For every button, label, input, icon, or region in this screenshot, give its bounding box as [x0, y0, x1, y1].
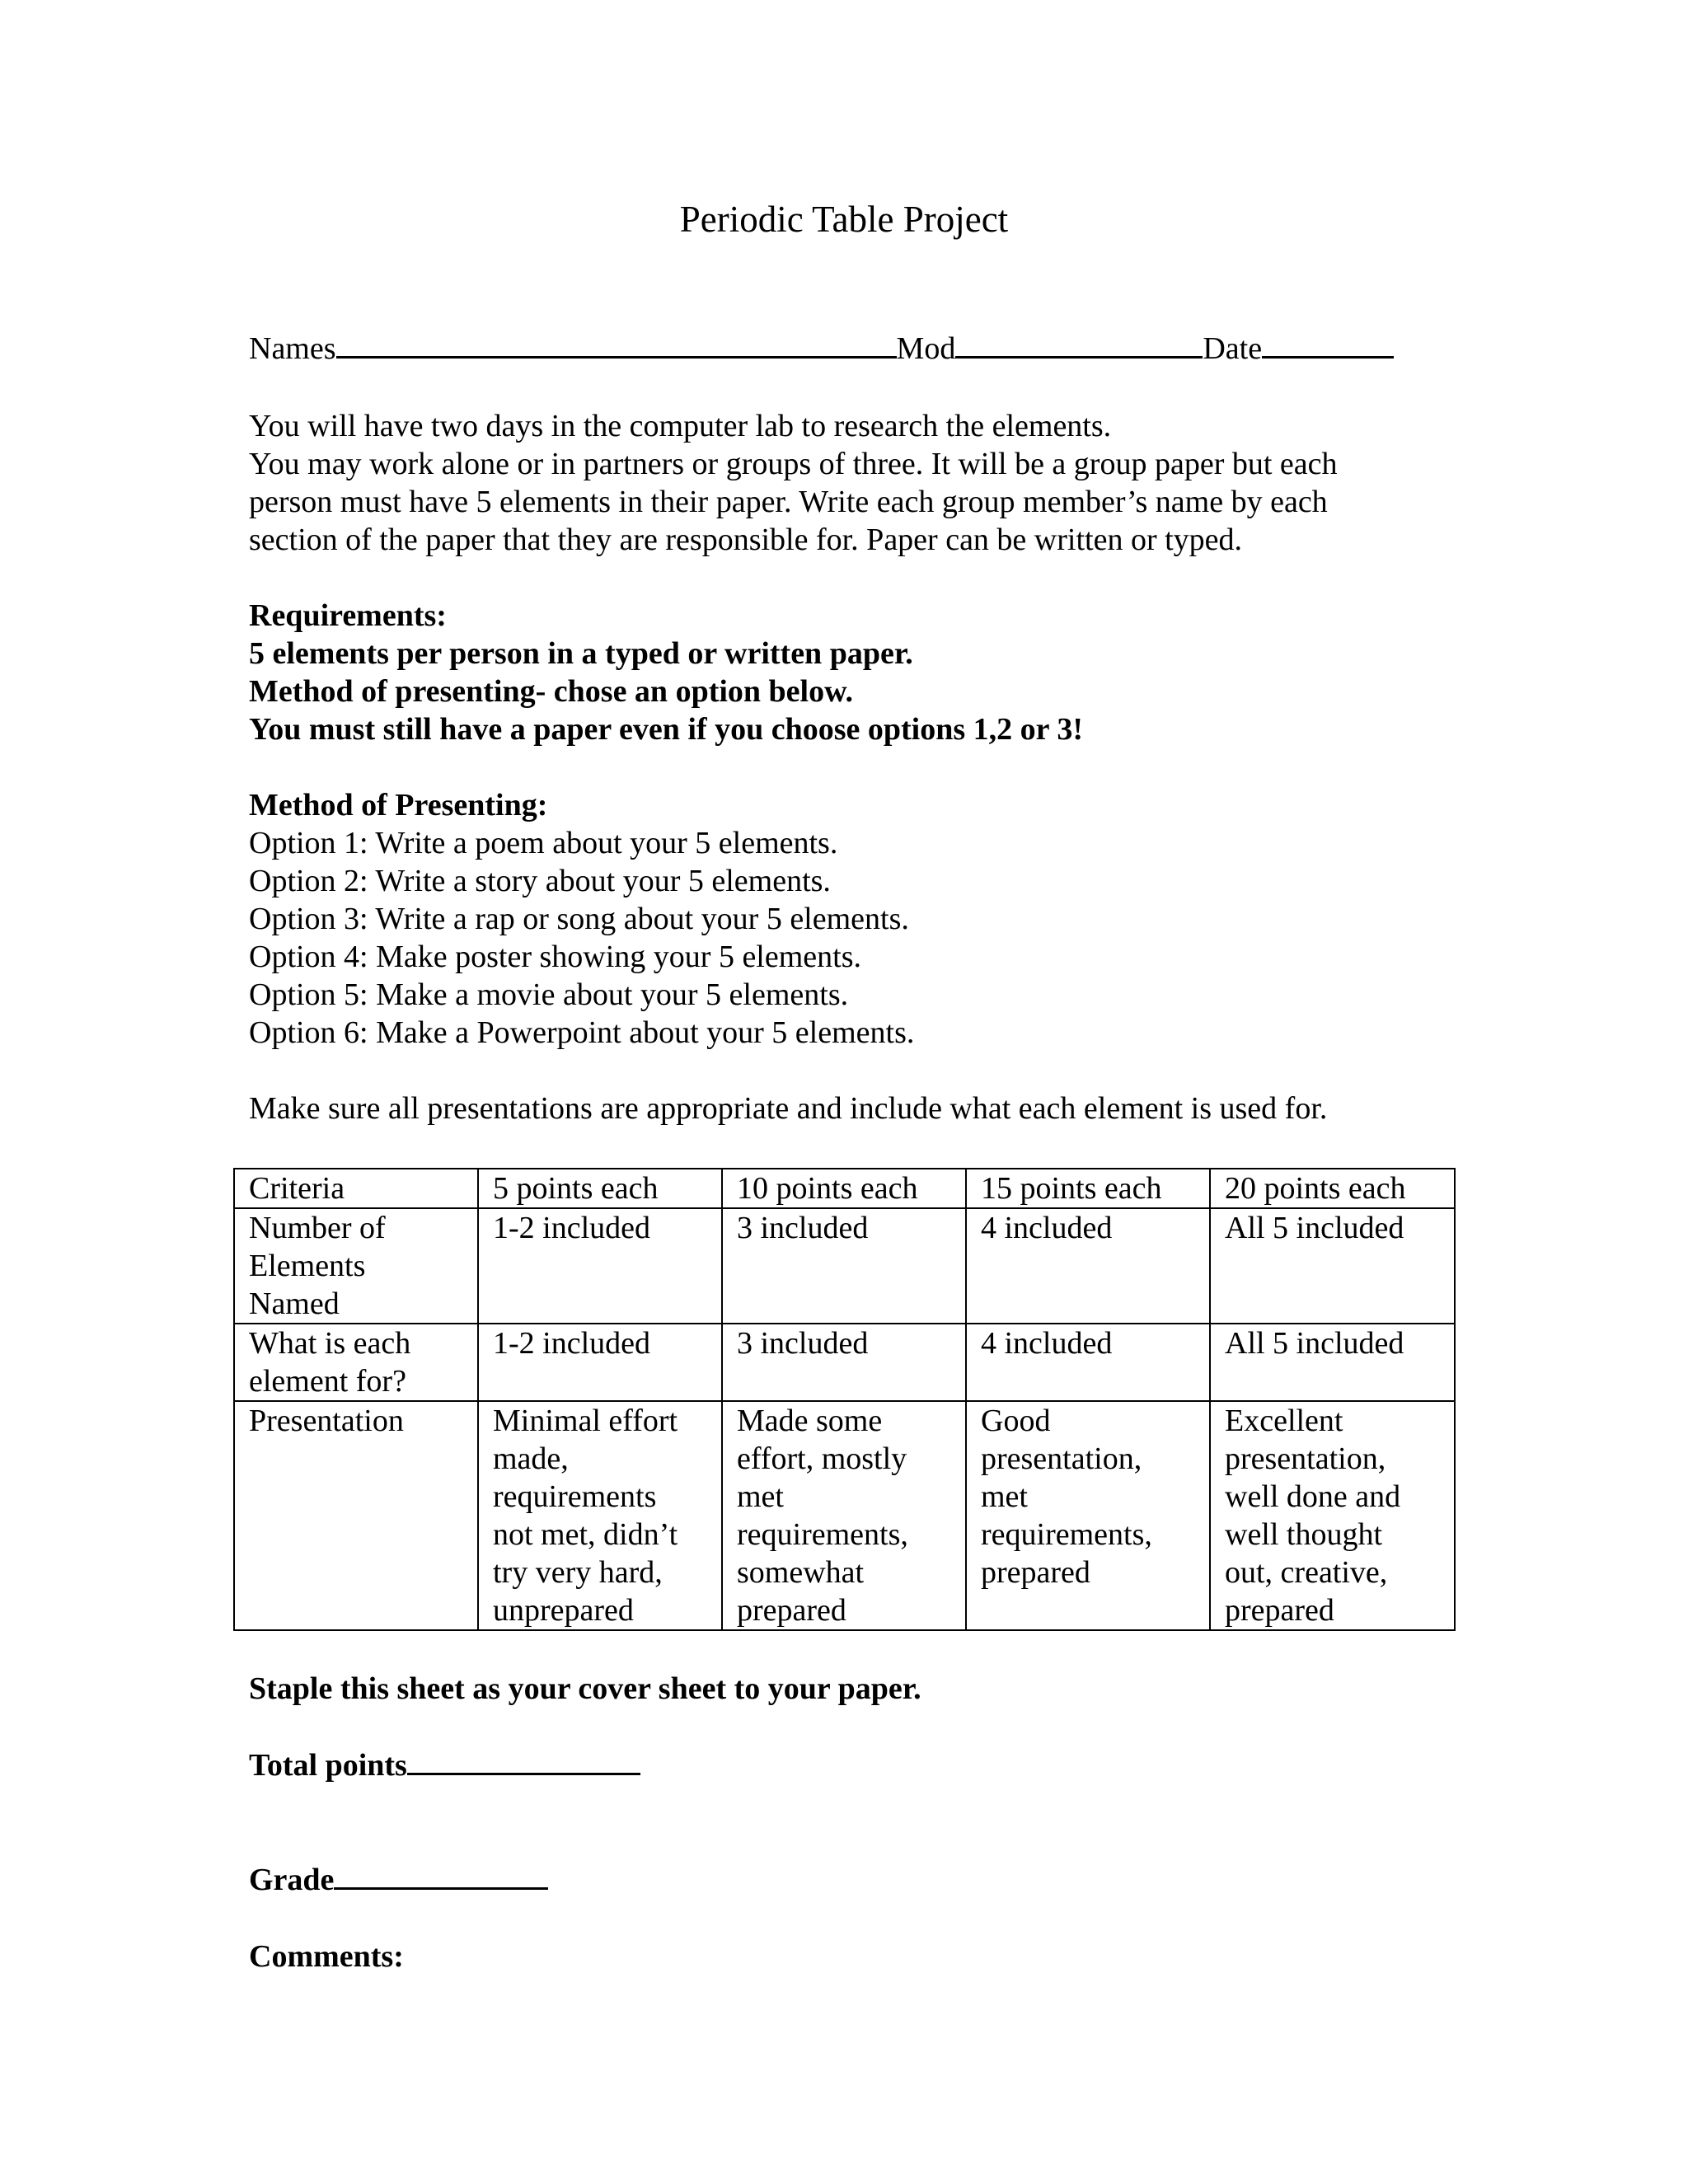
requirement-line: Method of presenting- chose an option below. [249, 674, 853, 709]
cell-line: Presentation [249, 1404, 404, 1438]
requirements-heading: Requirements: [249, 598, 447, 633]
cell-line: 4 included [981, 1326, 1113, 1361]
cell-line: Excellent [1225, 1404, 1343, 1438]
mod-field[interactable] [955, 331, 1203, 359]
cell-line: well thought [1225, 1517, 1383, 1552]
cell-line: 1-2 included [493, 1211, 651, 1245]
cell-line: not met, didn’t [493, 1517, 678, 1552]
rubric-cell [1210, 1208, 1455, 1324]
cell-line: met [981, 1479, 1028, 1514]
cell-line: Named [249, 1286, 340, 1321]
rubric-row [234, 1324, 1455, 1401]
method-option: Option 5: Make a movie about your 5 elements. [249, 977, 849, 1012]
cell-line: prepared [981, 1555, 1090, 1590]
intro-line: You may work alone or in partners or groups of three. It will be a group paper but each [249, 447, 1338, 481]
method-option: Option 1: Write a poem about your 5 elements. [249, 826, 838, 860]
cell-line: somewhat [737, 1555, 865, 1590]
intro-line: section of the paper that they are responsible for. Paper can be written or typed. [249, 523, 1243, 557]
cell-line: out, creative, [1225, 1555, 1388, 1590]
cell-line: Good [981, 1404, 1051, 1438]
intro-line: You will have two days in the computer lab to research the elements. [249, 409, 1112, 443]
rubric-table [233, 1168, 1456, 1631]
cell-line: 4 included [981, 1211, 1113, 1245]
cell-line: requirements, [737, 1517, 908, 1552]
rubric-cell [966, 1324, 1210, 1401]
date-label: Date [1203, 331, 1263, 366]
cell-line: try very hard, [493, 1555, 663, 1590]
names-field[interactable] [336, 331, 897, 359]
method-heading: Method of Presenting: [249, 788, 548, 823]
header-fields [249, 330, 1394, 368]
cell-line: requirements [493, 1479, 657, 1514]
total-points-row [249, 1746, 640, 1784]
rubric-cell [478, 1401, 722, 1630]
rubric-cell [1210, 1401, 1455, 1630]
rubric-cell [722, 1401, 966, 1630]
cell-line: met [737, 1479, 784, 1514]
cell-line: presentation, [981, 1441, 1142, 1476]
grade-row [249, 1861, 548, 1899]
grade-field[interactable] [334, 1863, 548, 1890]
cell-line: prepared [737, 1593, 846, 1628]
cell-line: 1-2 included [493, 1326, 651, 1361]
rubric-criteria-cell [234, 1208, 478, 1324]
intro-line: person must have 5 elements in their paper. Write each group member’s name by each [249, 485, 1328, 519]
method-option: Option 2: Write a story about your 5 elements. [249, 864, 831, 898]
rubric-header-cell: 20 points each [1210, 1169, 1455, 1208]
cell-line: Number of [249, 1211, 386, 1245]
rubric-cell [478, 1208, 722, 1324]
cell-line: presentation, [1225, 1441, 1386, 1476]
cell-line: 3 included [737, 1326, 869, 1361]
mod-label: Mod [896, 331, 956, 366]
rubric-header-cell: 5 points each [478, 1169, 722, 1208]
cell-line: Made some [737, 1404, 883, 1438]
cell-line: prepared [1225, 1593, 1334, 1628]
date-field[interactable] [1262, 331, 1394, 359]
cell-line: made, [493, 1441, 569, 1476]
cell-line: well done and [1225, 1479, 1401, 1514]
cell-line: element for? [249, 1364, 406, 1399]
method-option: Option 3: Write a rap or song about your 5 elements. [249, 902, 909, 936]
rubric-header-cell: Criteria [234, 1169, 478, 1208]
cell-line: unprepared [493, 1593, 634, 1628]
rubric-cell [722, 1208, 966, 1324]
staple-note: Staple this sheet as your cover sheet to your paper. [249, 1671, 921, 1706]
cell-line: All 5 included [1225, 1326, 1404, 1361]
requirement-line: You must still have a paper even if you choose options 1,2 or 3! [249, 712, 1083, 747]
method-option: Option 4: Make poster showing your 5 elements. [249, 940, 862, 974]
rubric-cell [478, 1324, 722, 1401]
rubric-header-cell: 15 points each [966, 1169, 1210, 1208]
total-points-label: Total points [249, 1748, 407, 1783]
rubric-cell [1210, 1324, 1455, 1401]
cell-line: Minimal effort [493, 1404, 678, 1438]
requirement-line: 5 elements per person in a typed or written paper. [249, 636, 913, 671]
rubric-criteria-cell [234, 1324, 478, 1401]
appropriateness-note: Make sure all presentations are appropriate and include what each element is used for. [249, 1091, 1328, 1126]
rubric-header-row [234, 1169, 1455, 1208]
grade-label: Grade [249, 1863, 335, 1897]
document-title: Periodic Table Project [679, 199, 1009, 240]
rubric-header-cell: 10 points each [722, 1169, 966, 1208]
rubric-cell [722, 1324, 966, 1401]
cell-line: All 5 included [1225, 1211, 1404, 1245]
cell-line: 3 included [737, 1211, 869, 1245]
rubric-cell [966, 1401, 1210, 1630]
cell-line: requirements, [981, 1517, 1152, 1552]
cell-line: Elements [249, 1249, 366, 1283]
rubric-row [234, 1401, 1455, 1630]
comments-label: Comments: [249, 1939, 404, 1974]
rubric-row [234, 1208, 1455, 1324]
names-label: Names [249, 331, 336, 366]
method-option: Option 6: Make a Powerpoint about your 5 elements. [249, 1015, 915, 1050]
total-points-field[interactable] [407, 1748, 640, 1775]
rubric-criteria-cell [234, 1401, 478, 1630]
rubric-cell [966, 1208, 1210, 1324]
cell-line: effort, mostly [737, 1441, 907, 1476]
cell-line: What is each [249, 1326, 411, 1361]
